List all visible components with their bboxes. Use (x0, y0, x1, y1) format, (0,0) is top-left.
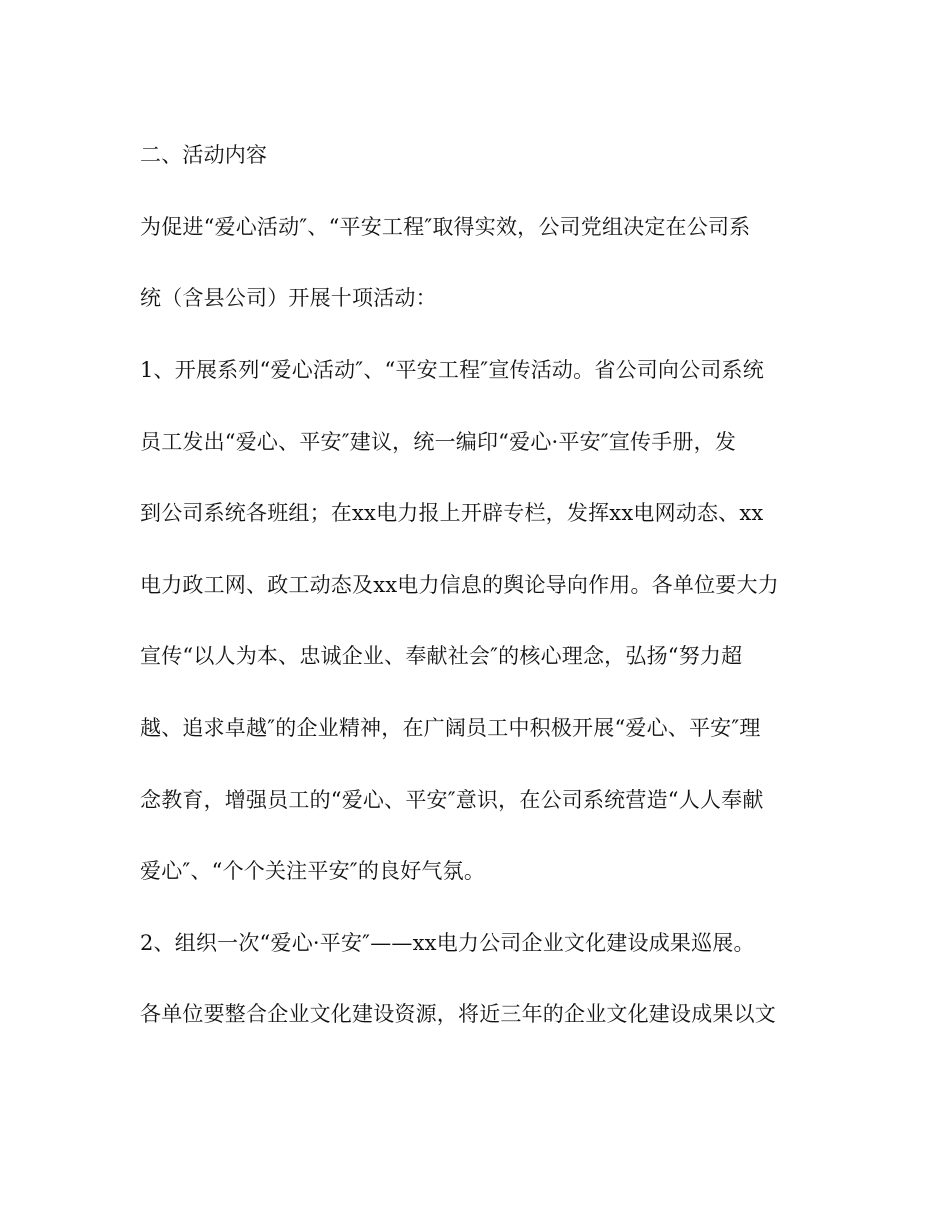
paragraph-line: 念教育，增强员工的“爱心、平安″意识，在公司系统营造“人人奉献 (140, 788, 764, 812)
paragraph-line: 2、组织一次“爱心·平安″——xx电力公司企业文化建设成果巡展。 (140, 931, 755, 955)
paragraph-line: 宣传“以人为本、忠诚企业、奉献社会″的核心理念，弘扬“努力超 (140, 644, 743, 668)
paragraph-line: 到公司系统各班组；在xx电力报上开辟专栏，发挥xx电网动态、xx (140, 501, 764, 525)
paragraph-line: 1、开展系列“爱心活动″、“平安工程″宣传活动。省公司向公司系统 (140, 358, 764, 382)
paragraph-line: 电力政工网、政工动态及xx电力信息的舆论导向作用。各单位要大力 (140, 573, 779, 597)
paragraph-line: 各单位要整合企业文化建设资源，将近三年的企业文化建设成果以文 (140, 1002, 776, 1026)
paragraph-line: 员工发出“爱心、平安″建议，统一编印“爱心·平安″宣传手册，发 (140, 430, 737, 454)
paragraph-line: 爱心″、“个个关注平安″的良好气氛。 (140, 859, 486, 883)
paragraph-line: 越、追求卓越″的企业精神，在广阔员工中积极开展“爱心、平安″理 (140, 716, 761, 740)
section-heading: 二、活动内容 (140, 143, 268, 167)
paragraph-line: 统（含县公司）开展十项活动： (140, 286, 437, 310)
paragraph-line: 为促进“爱心活动″、“平安工程″取得实效，公司党组决定在公司系 (140, 215, 751, 239)
